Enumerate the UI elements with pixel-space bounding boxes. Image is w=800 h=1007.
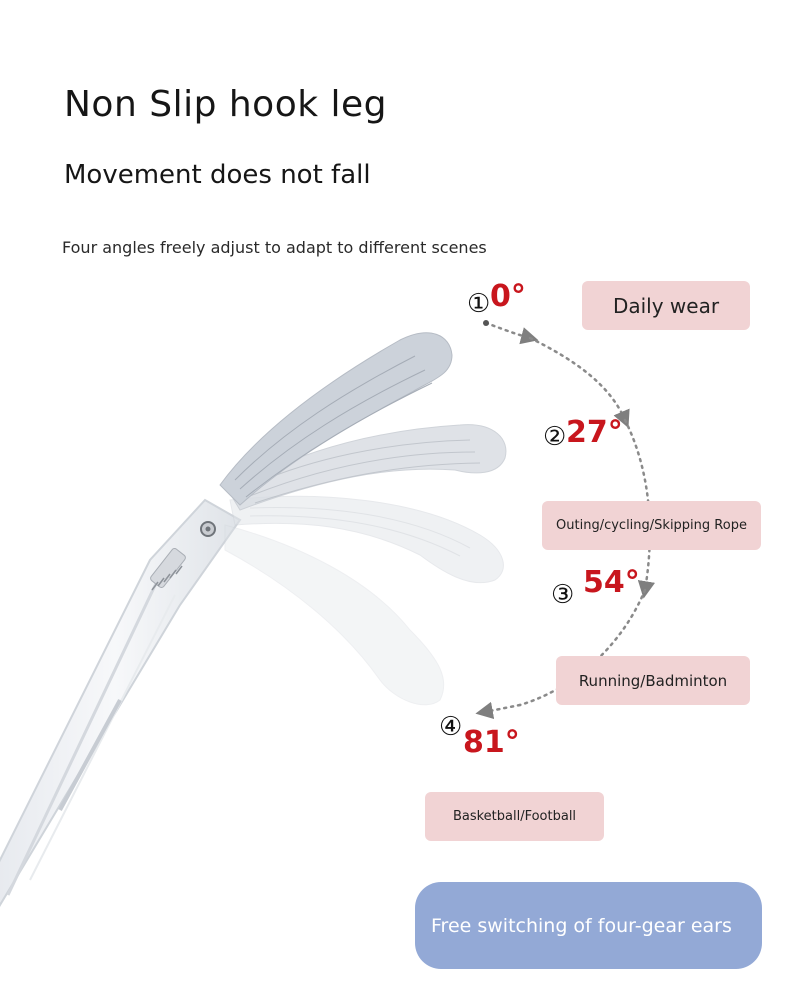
- temple-arm: [0, 500, 240, 905]
- feature-banner: [415, 882, 762, 969]
- hook-position-4: [225, 525, 444, 705]
- arc-start-dot: [483, 320, 489, 326]
- angle-2-value: 27°: [566, 415, 623, 450]
- angle-1-value: 0°: [490, 279, 526, 314]
- scene-tag-daily-wear: Daily wear: [582, 281, 750, 330]
- scene-tag-outing: Outing/cycling/Skipping Rope: [542, 501, 761, 550]
- angle-4-index: ④: [439, 712, 463, 742]
- feature-banner-label: Free switching of four-gear ears: [431, 914, 732, 937]
- angle-4-value: 81°: [463, 725, 520, 760]
- angle-3-value: 54°: [583, 565, 640, 600]
- page-subtitle: Movement does not fall: [64, 160, 371, 190]
- page-description: Four angles freely adjust to adapt to different scenes: [62, 238, 487, 257]
- angle-1-index: ①: [467, 289, 491, 319]
- angle-2-index: ②: [543, 422, 567, 452]
- scene-tag-running: Running/Badminton: [556, 656, 750, 705]
- scene-tag-basketball: Basketball/Football: [425, 792, 604, 841]
- page-title: Non Slip hook leg: [64, 84, 388, 125]
- angle-3-index: ③: [551, 580, 575, 610]
